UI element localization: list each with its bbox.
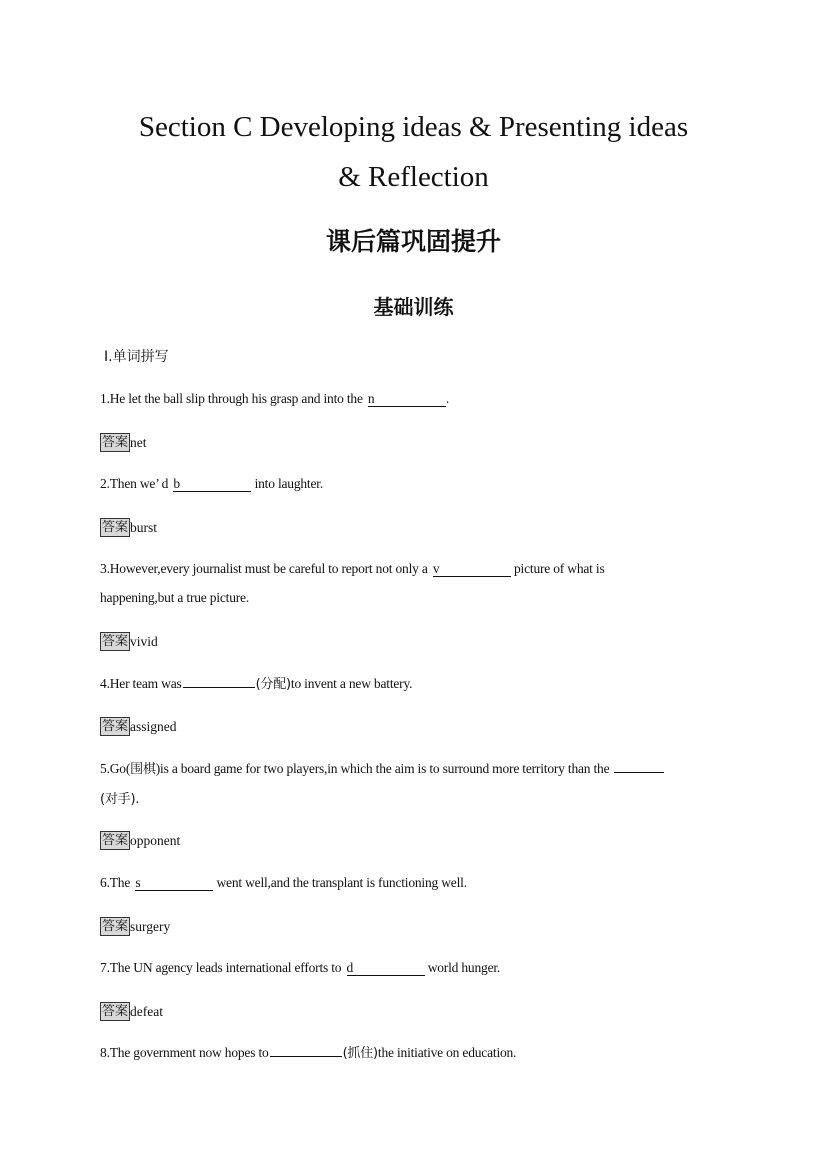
question-text-end: . — [445, 391, 450, 406]
question-number: 5 — [100, 761, 107, 776]
question-text-end: into laughter. — [251, 476, 324, 491]
answer-text: surgery — [130, 918, 171, 934]
subtitle: 课后篇巩固提升 — [325, 227, 501, 256]
answer-6 — [100, 916, 170, 937]
answer-2 — [100, 517, 157, 538]
question-text-end: went well,and the transplant is functioning well. — [213, 875, 467, 890]
title-line-1: Section C Developing ideas & Presenting ideas — [138, 111, 689, 143]
question-number: 7 — [100, 960, 107, 975]
question-number: 3 — [100, 561, 107, 576]
question-number: 6 — [100, 875, 107, 890]
answer-label: 答案 — [102, 833, 129, 849]
chinese-hint: (抓住) — [342, 1046, 378, 1061]
answer-label: 答案 — [102, 719, 129, 735]
question-number: 8 — [100, 1045, 107, 1060]
answer-5 — [100, 830, 180, 851]
question-text-end: to invent a new battery. — [290, 676, 413, 691]
question-6 — [100, 868, 730, 897]
question-text: .Go( — [106, 761, 131, 776]
question-3 — [100, 554, 730, 612]
answer-blank: s — [135, 875, 213, 891]
question-2 — [100, 469, 730, 498]
answer-label: 答案 — [102, 435, 129, 451]
answer-label: 答案 — [102, 634, 129, 650]
part-heading: Ⅰ.单词拼写 — [104, 349, 169, 365]
answer-4 — [100, 716, 177, 737]
answer-text: burst — [130, 519, 158, 535]
question-text-line2: happening,but a true picture. — [100, 590, 250, 605]
question-text: .However,every journalist must be careful to report not only a — [106, 561, 431, 576]
question-number: 1 — [100, 391, 107, 406]
question-text-mid: )is a board game for two players,in which the aim is to surround more territory than the — [155, 761, 613, 776]
question-8 — [100, 1038, 730, 1068]
answer-text: net — [130, 434, 147, 450]
title-line-2: & Reflection — [338, 161, 489, 193]
question-text-mid: picture of what is — [510, 561, 605, 576]
answer-7 — [100, 1001, 163, 1022]
answer-text: opponent — [130, 832, 181, 848]
answer-1 — [100, 432, 147, 453]
question-text: .Her team was — [106, 676, 182, 691]
section-heading: 基础训练 — [373, 295, 454, 319]
question-text: .Then we’ d — [106, 476, 172, 491]
answer-label: 答案 — [102, 520, 129, 536]
question-number: 4 — [100, 676, 107, 691]
answer-blank: v — [433, 561, 511, 577]
question-text: .The UN agency leads international efforts to — [106, 960, 345, 975]
answer-text: assigned — [130, 718, 177, 734]
question-text-end: world hunger. — [424, 960, 501, 975]
question-text-end: the initiative on education. — [377, 1045, 517, 1060]
question-7 — [100, 953, 730, 982]
answer-blank — [614, 758, 664, 773]
question-1 — [100, 384, 730, 413]
answer-text: defeat — [130, 1003, 163, 1019]
answer-blank: n — [368, 391, 446, 407]
question-text: .The government now hopes to — [106, 1045, 269, 1060]
answer-blank: b — [173, 476, 251, 492]
answer-label: 答案 — [102, 919, 129, 935]
chinese-hint: (分配) — [255, 677, 291, 692]
question-text: .He let the ball slip through his grasp and into the — [106, 391, 366, 406]
answer-blank — [270, 1042, 342, 1057]
answer-blank: d — [347, 960, 425, 976]
answer-blank — [183, 673, 255, 688]
question-number: 2 — [100, 476, 107, 491]
answer-text: vivid — [130, 633, 158, 649]
answer-3 — [100, 631, 158, 652]
question-4 — [100, 669, 730, 699]
question-text: .The — [106, 875, 134, 890]
answer-label: 答案 — [102, 1004, 129, 1020]
chinese-hint-inline: 围棋 — [130, 762, 156, 777]
question-5 — [100, 754, 740, 814]
chinese-hint-line2: (对手). — [100, 792, 140, 807]
